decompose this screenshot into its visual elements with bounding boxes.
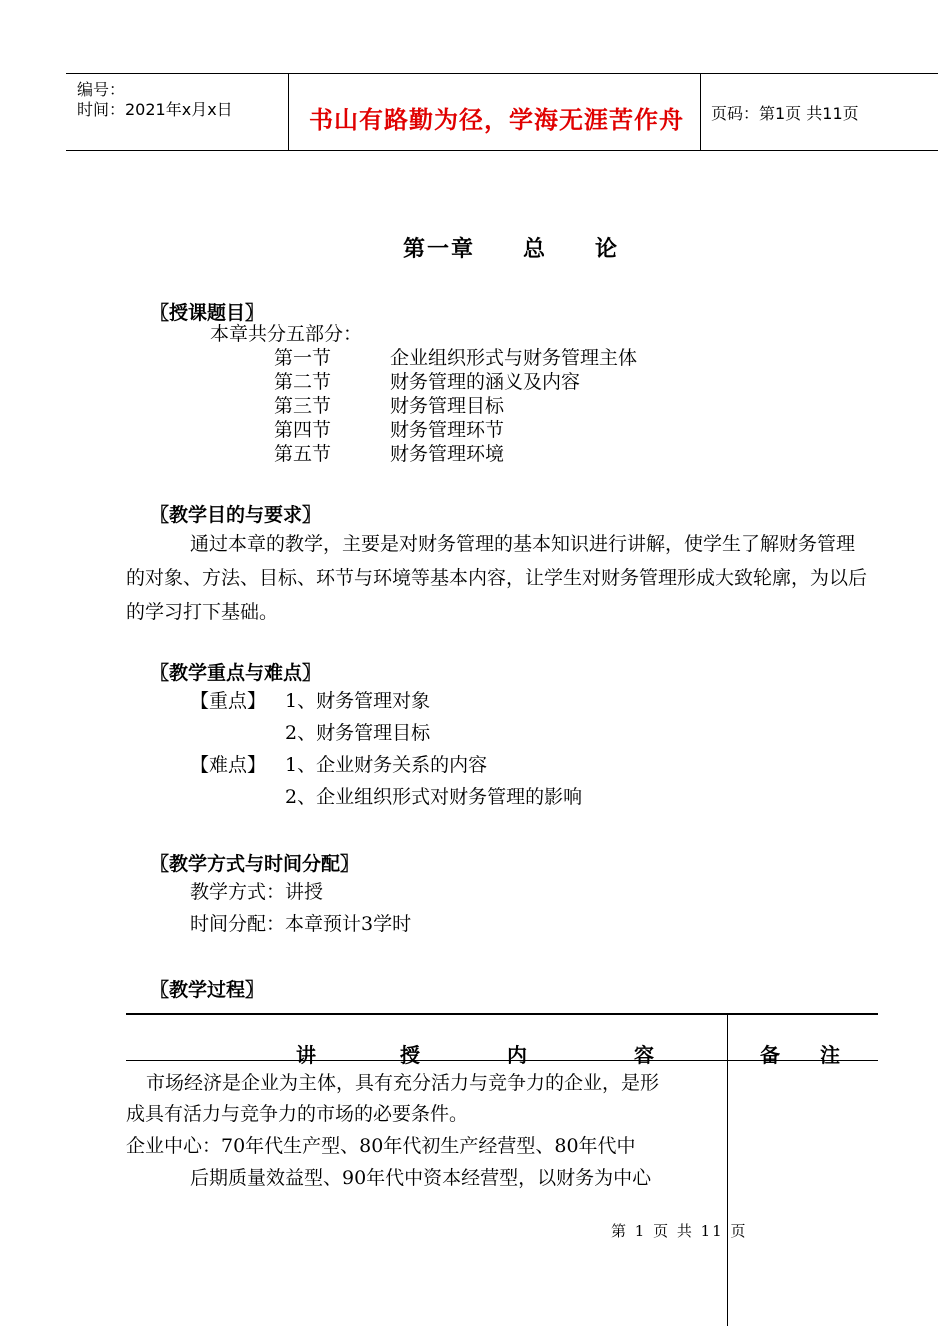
table-header-note: 备 注 bbox=[760, 1043, 840, 1067]
table-header-char: 讲 bbox=[296, 1043, 316, 1067]
section-name: 财务管理目标 bbox=[390, 395, 505, 417]
method-time: 时间分配：本章预计3学时 bbox=[190, 913, 412, 935]
method-heading: 〖教学方式与时间分配〗 bbox=[150, 853, 360, 875]
process-line: 企业中心：70年代生产型、80年代初生产经营型、80年代中 bbox=[126, 1135, 636, 1157]
process-line: 成具有活力与竞争力的市场的必要条件。 bbox=[126, 1103, 469, 1125]
header-number-label: 编号： bbox=[77, 80, 126, 99]
key-item: 1、财务管理对象 bbox=[285, 690, 431, 712]
section-number: 第二节 bbox=[274, 371, 332, 393]
footer-page-number: 第 1 页 共 11 页 bbox=[611, 1222, 748, 1240]
header-divider-right bbox=[700, 73, 701, 151]
section-number: 第一节 bbox=[274, 347, 332, 369]
header-date: 时间：2021年x月x日 bbox=[77, 100, 233, 119]
header-divider-left bbox=[288, 73, 289, 151]
difficult-item: 2、企业组织形式对财务管理的影响 bbox=[285, 786, 583, 808]
header-page-code: 页码：第1页 共11页 bbox=[711, 104, 859, 123]
section-name: 财务管理环节 bbox=[390, 419, 505, 441]
header-motto: 书山有路勤为径，学海无涯苦作舟 bbox=[309, 106, 684, 134]
key-label: 【重点】 bbox=[190, 690, 267, 712]
difficult-item: 1、企业财务关系的内容 bbox=[285, 754, 488, 776]
table-column-divider bbox=[727, 1014, 728, 1326]
table-top-border bbox=[126, 1013, 878, 1015]
section-number: 第三节 bbox=[274, 395, 332, 417]
section-name: 财务管理的涵义及内容 bbox=[390, 371, 581, 393]
chapter-title: 第一章 总 论 bbox=[403, 237, 620, 262]
key-item: 2、财务管理目标 bbox=[285, 722, 431, 744]
objectives-paragraph: 通过本章的教学，主要是对财务管理的基本知识进行讲解，使学生了解财务管理的对象、方法、目标、环节与环境等基本内容，让学生对财务管理形成大致轮廓，为以后的学习打下基础。 bbox=[126, 533, 868, 623]
header-bottom-border bbox=[66, 150, 938, 151]
table-header-char: 授 bbox=[400, 1043, 420, 1067]
method-way: 教学方式：讲授 bbox=[190, 881, 324, 903]
section-number: 第四节 bbox=[274, 419, 332, 441]
topic-heading: 〖授课题目〗 bbox=[150, 302, 265, 324]
topic-intro: 本章共分五部分： bbox=[210, 323, 363, 345]
section-number: 第五节 bbox=[274, 443, 332, 465]
table-header-char: 内 bbox=[507, 1043, 527, 1067]
process-line: 后期质量效益型、90年代中资本经营型，以财务为中心 bbox=[190, 1167, 652, 1189]
process-line: 市场经济是企业为主体，具有充分活力与竞争力的企业，是形 bbox=[146, 1072, 660, 1094]
section-name: 企业组织形式与财务管理主体 bbox=[390, 347, 638, 369]
difficult-label: 【难点】 bbox=[190, 754, 267, 776]
section-name: 财务管理环境 bbox=[390, 443, 505, 465]
process-heading: 〖教学过程〗 bbox=[150, 979, 265, 1001]
key-points-heading: 〖教学重点与难点〗 bbox=[150, 662, 322, 684]
objectives-heading: 〖教学目的与要求〗 bbox=[150, 504, 322, 526]
header-top-border bbox=[66, 73, 938, 74]
table-header-char: 容 bbox=[634, 1043, 654, 1067]
